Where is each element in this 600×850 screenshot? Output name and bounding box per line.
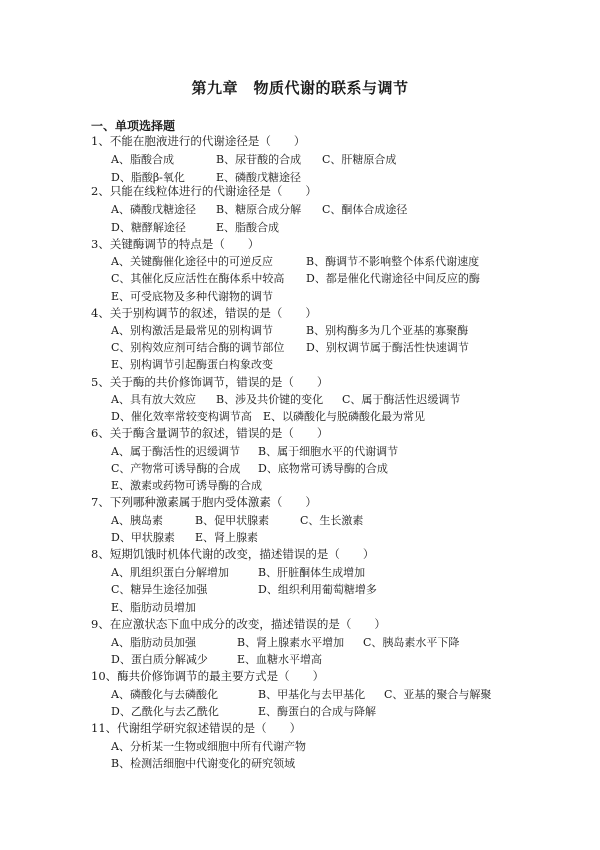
option: E、磷酸戊糖途径 [216,171,302,184]
option: A、脂酸合成 [111,153,174,166]
option: C、产物常可诱导酶的合成 [111,462,241,475]
option: E、脂肪动员增加 [111,601,197,614]
option: D、底物常可诱导酶的合成 [258,462,388,475]
chapter-title: 第九章 物质代谢的联系与调节 [191,79,409,97]
option: D、催化效率常较变构调节高 [111,410,252,423]
option: B、尿苷酸的合成 [216,153,302,166]
question-stem: 2、只能在线粒体进行的代谢途径是（ ） [91,184,317,198]
question-stem: 5、关于酶的共价修饰调节，错误的是（ ） [91,375,329,389]
option: A、脂肪动员加强 [111,636,196,649]
option: E、别构调节引起酶蛋白构象改变 [111,358,274,371]
option: D、蛋白质分解减少 [111,653,208,666]
option: C、生长激素 [300,514,364,527]
option: C、亚基的聚合与解聚 [384,688,492,701]
option: D、乙酰化与去乙酰化 [111,705,219,718]
option: A、具有放大效应 [111,393,196,406]
option: C、属于酶活性迟缓调节 [342,393,461,406]
question-stem: 9、在应激状态下血中成分的改变，描述错误的是（ ） [91,617,386,631]
option: D、甲状腺素 [111,531,175,544]
option: B、别构酶多为几个亚基的寡聚酶 [306,324,469,337]
option: B、糖原合成分解 [216,203,302,216]
option: E、可受底物及多种代谢物的调节 [111,290,274,303]
option: B、酶调节不影响整个体系代谢速度 [306,255,480,268]
option: D、脂酸β-氧化 [111,171,185,184]
option: B、甲基化与去甲基化 [258,688,366,701]
question-stem: 7、下列哪种激素属于胞内受体激素（ ） [91,495,317,509]
question-stem: 10、酶共价修饰调节的最主要方式是（ ） [91,669,325,683]
option: A、肌组织蛋白分解增加 [111,566,229,579]
option: A、关键酶催化途径中的可逆反应 [111,255,273,268]
option: A、胰岛素 [111,514,163,527]
question-stem: 3、关键酶调节的特点是（ ） [91,237,260,251]
section-heading: 一、单项选择题 [91,119,176,133]
question-stem: 6、关于酶含量调节的叙述，错误的是（ ） [91,426,329,440]
option: C、别构效应剂可结合酶的调节部位 [111,341,285,354]
option: A、分析某一生物或细胞中所有代谢产物 [111,740,306,753]
question-stem: 8、短期饥饿时机体代谢的改变，描述错误的是（ ） [91,547,375,561]
option: E、以磷酸化与脱磷酸化最为常见 [263,410,426,423]
option: E、脂酸合成 [216,221,280,234]
option: B、属于细胞水平的代谢调节 [258,445,399,458]
option: A、别构激活是最常见的别构调节 [111,324,273,337]
option: B、检测活细胞中代谢变化的研究领域 [111,757,296,770]
option: D、糖酵解途径 [111,221,186,234]
option: B、促甲状腺素 [195,514,270,527]
option: E、激素或药物可诱导酶的合成 [111,479,263,492]
question-stem: 1、不能在胞液进行的代谢途径是（ ） [91,134,306,148]
option: D、别权调节属于酶活性快速调节 [306,341,469,354]
option: E、酶蛋白的合成与降解 [258,705,377,718]
option: C、酮体合成途径 [322,203,408,216]
option: E、血糖水平增高 [237,653,323,666]
option: B、肝脏酮体生成增加 [258,566,366,579]
option: A、磷酸戊糖途径 [111,203,196,216]
option: E、肾上腺素 [195,531,259,544]
option: C、糖异生途径加强 [111,583,208,596]
option: B、肾上腺素水平增加 [237,636,345,649]
option: A、属于酶活性的迟缓调节 [111,445,240,458]
option: B、涉及共价键的变化 [216,393,324,406]
option: C、其催化反应活性在酶体系中较高 [111,272,285,285]
option: D、组织利用葡萄糖增多 [258,583,377,596]
option: A、磷酸化与去磷酸化 [111,688,218,701]
option: D、都是催化代谢途径中间反应的酶 [306,272,480,285]
option: C、胰岛素水平下降 [363,636,460,649]
option: C、肝糖原合成 [322,153,397,166]
question-stem: 4、关于别构调节的叙述，错误的是（ ） [91,306,317,320]
question-stem: 11、代谢组学研究叙述错误的是（ ） [91,721,302,735]
